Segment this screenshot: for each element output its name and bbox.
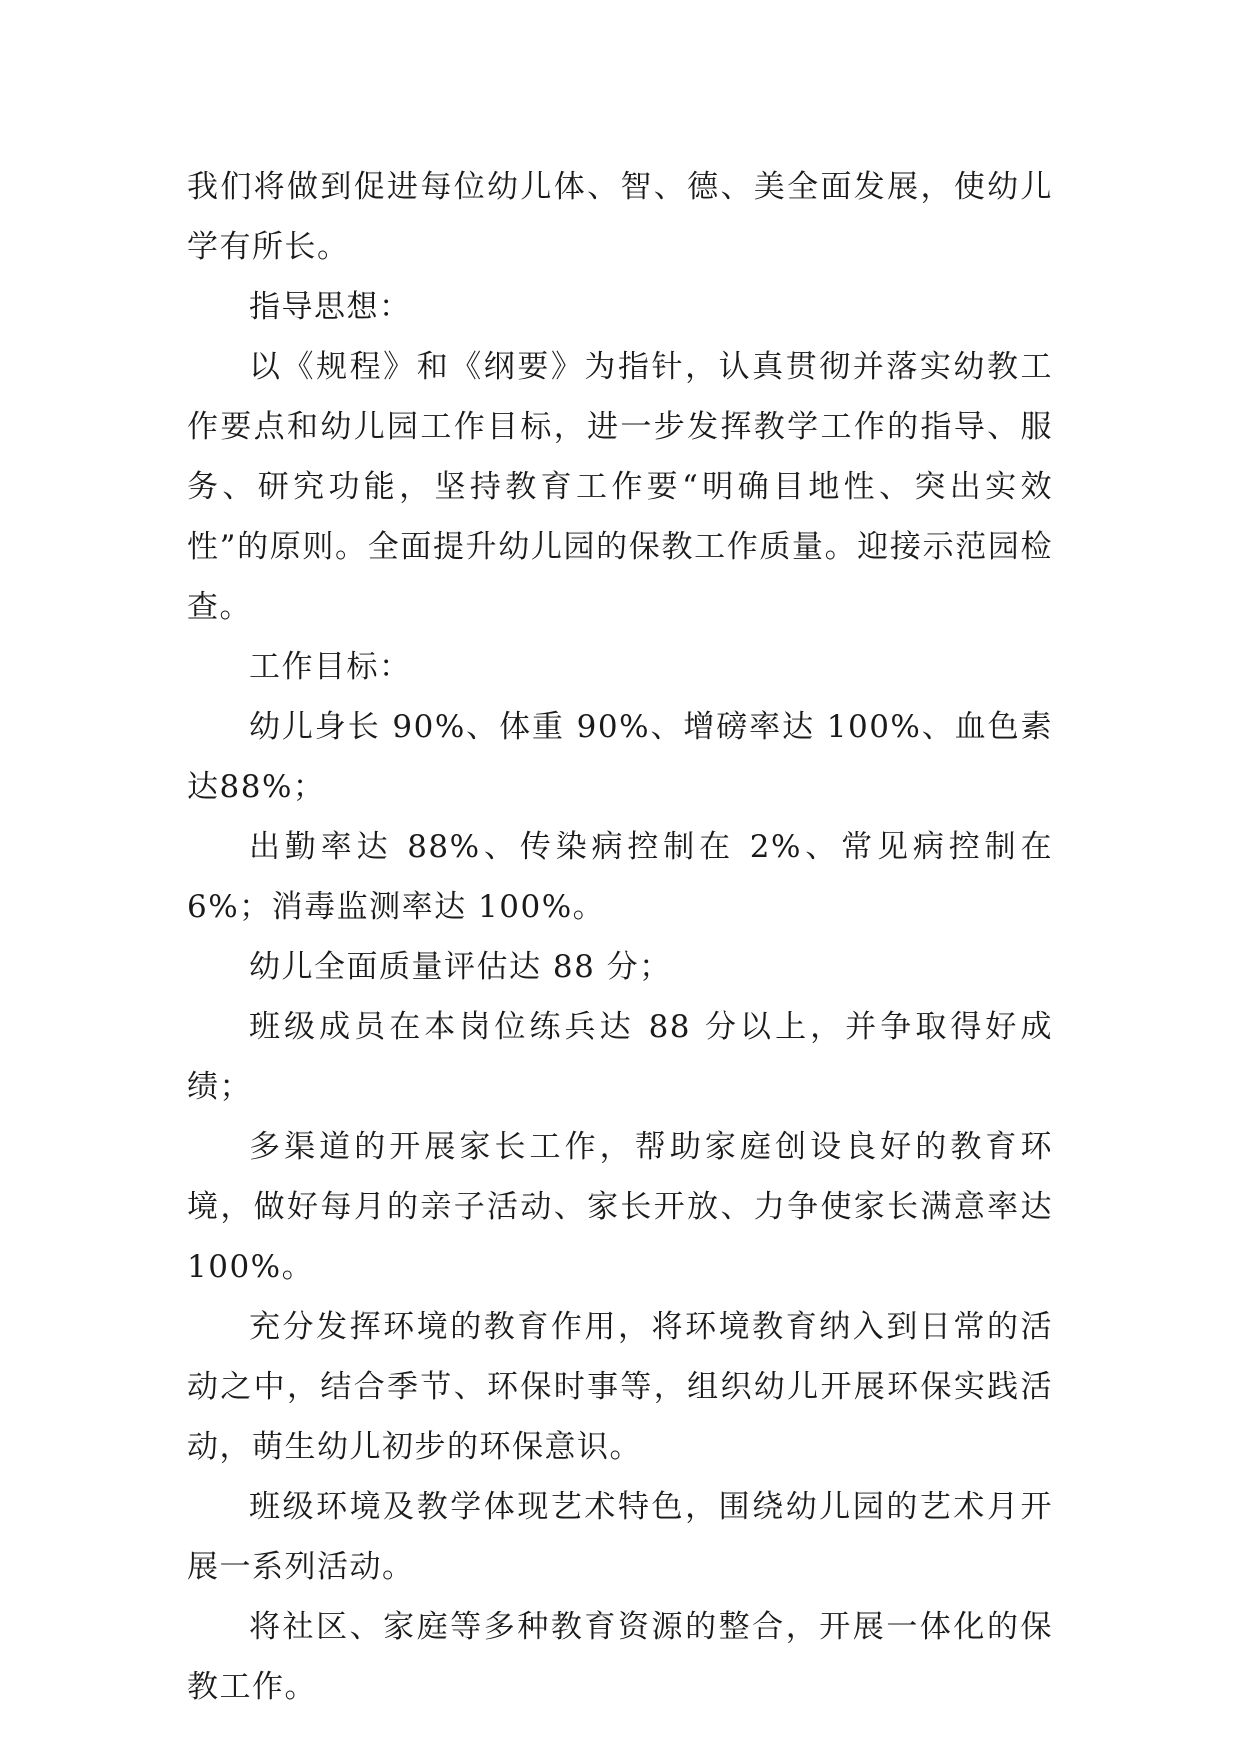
- heading-work-goals: 工作目标：: [249, 649, 412, 685]
- paragraph-goal-community: 将社区、家庭等多种教育资源的整合，开展一体化的保教工作。: [187, 1609, 1053, 1705]
- paragraph-intro-continuation: 我们将做到促进每位幼儿体、智、德、美全面发展，使幼儿学有所长。: [187, 169, 1053, 265]
- paragraph-goal-attendance: 出勤率达 88%、传染病控制在 2%、常见病控制在 6%；消毒监测率达 100%。: [187, 829, 1053, 925]
- paragraph-goal-art: 班级环境及教学体现艺术特色，围绕幼儿园的艺术月开展一系列活动。: [187, 1489, 1053, 1585]
- paragraph-goal-growth: 幼儿身长 90%、体重 90%、增磅率达 100%、血色素达88%；: [187, 709, 1053, 805]
- heading-guiding-thought: 指导思想：: [249, 289, 412, 325]
- document-body: [187, 157, 1053, 1717]
- paragraph-goal-parents: 多渠道的开展家长工作，帮助家庭创设良好的教育环境，做好每月的亲子活动、家长开放、力争使家长满意率达100%。: [187, 1129, 1053, 1285]
- paragraph-goal-staff: 班级成员在本岗位练兵达 88 分以上，并争取得好成绩；: [187, 1009, 1053, 1105]
- paragraph-guiding-thought: 以《规程》和《纲要》为指针，认真贯彻并落实幼教工作要点和幼儿园工作目标，进一步发挥教学工作的指导、服务、研究功能，坚持教育工作要“明确目地性、突出实效性”的原则。全面提升幼儿园的保教工作质量。迎接示范园检查。: [187, 349, 1053, 625]
- paragraph-goal-environment: 充分发挥环境的教育作用，将环境教育纳入到日常的活动之中，结合季节、环保时事等，组织幼儿开展环保实践活动，萌生幼儿初步的环保意识。: [187, 1309, 1053, 1465]
- paragraph-goal-quality: 幼儿全面质量评估达 88 分；: [249, 949, 672, 985]
